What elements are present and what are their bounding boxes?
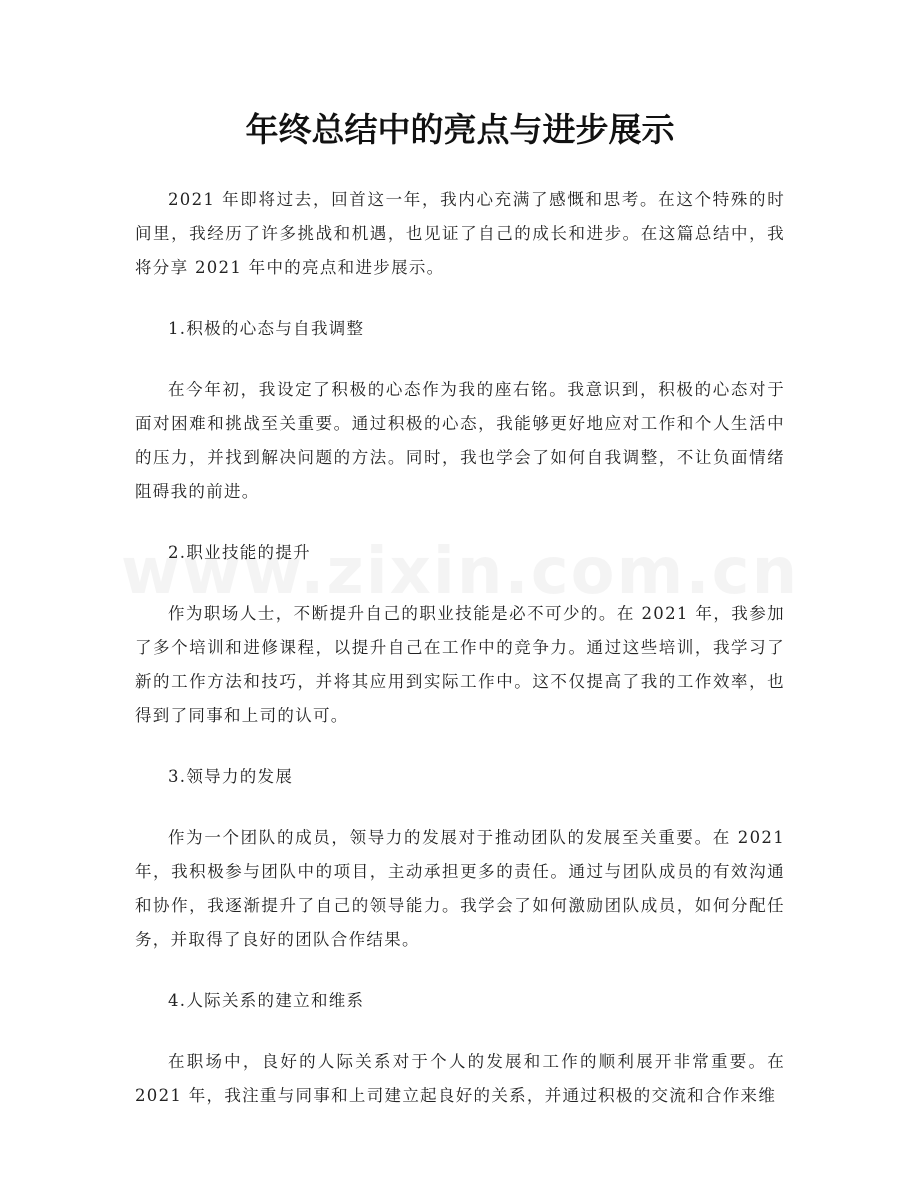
document-title: 年终总结中的亮点与进步展示: [245, 110, 675, 149]
paragraph-section-4: 在职场中，良好的人际关系对于个人的发展和工作的顺利展开非常重要。在 2021 年，我注重与同事和上司建立起良好的关系，并通过积极的交流和合作来维: [135, 1052, 785, 1105]
paragraph-section-2: 作为职场人士，不断提升自己的职业技能是必不可少的。在 2021 年，我参加了多个培训和进修课程，以提升自己在工作中的竞争力。通过这些培训，我学习了新的工作方法和技巧，并将其应用到实际工作中。这不仅提高了我的工作效率，也得到了同事和上司的认可。: [135, 604, 785, 725]
paragraph-intro: 2021 年即将过去，回首这一年，我内心充满了感慨和思考。在这个特殊的时间里，我经历了许多挑战和机遇，也见证了自己的成长和进步。在这篇总结中，我将分享 2021 年中的亮点和进步展示。: [135, 190, 785, 277]
paragraph-section-1: 在今年初，我设定了积极的心态作为我的座右铭。我意识到，积极的心态对于面对困难和挑战至关重要。通过积极的心态，我能够更好地应对工作和个人生活中的压力，并找到解决问题的方法。同时，我也学会了如何自我调整，不让负面情绪阻碍我的前进。: [135, 380, 785, 501]
document-body: [135, 183, 785, 1140]
section-heading-4: 4.人际关系的建立和维系: [168, 991, 365, 1010]
paragraph-section-3: 作为一个团队的成员，领导力的发展对于推动团队的发展至关重要。在 2021 年，我积极参与团队中的项目，主动承担更多的责任。通过与团队成员的有效沟通和协作，我逐渐提升了自己的领导能力。我学会了如何激励团队成员，如何分配任务，并取得了良好的团队合作结果。: [135, 828, 785, 949]
section-heading-1: 1.积极的心态与自我调整: [168, 319, 365, 338]
section-heading-2: 2.职业技能的提升: [168, 543, 311, 562]
section-heading-3: 3.领导力的发展: [168, 767, 294, 786]
